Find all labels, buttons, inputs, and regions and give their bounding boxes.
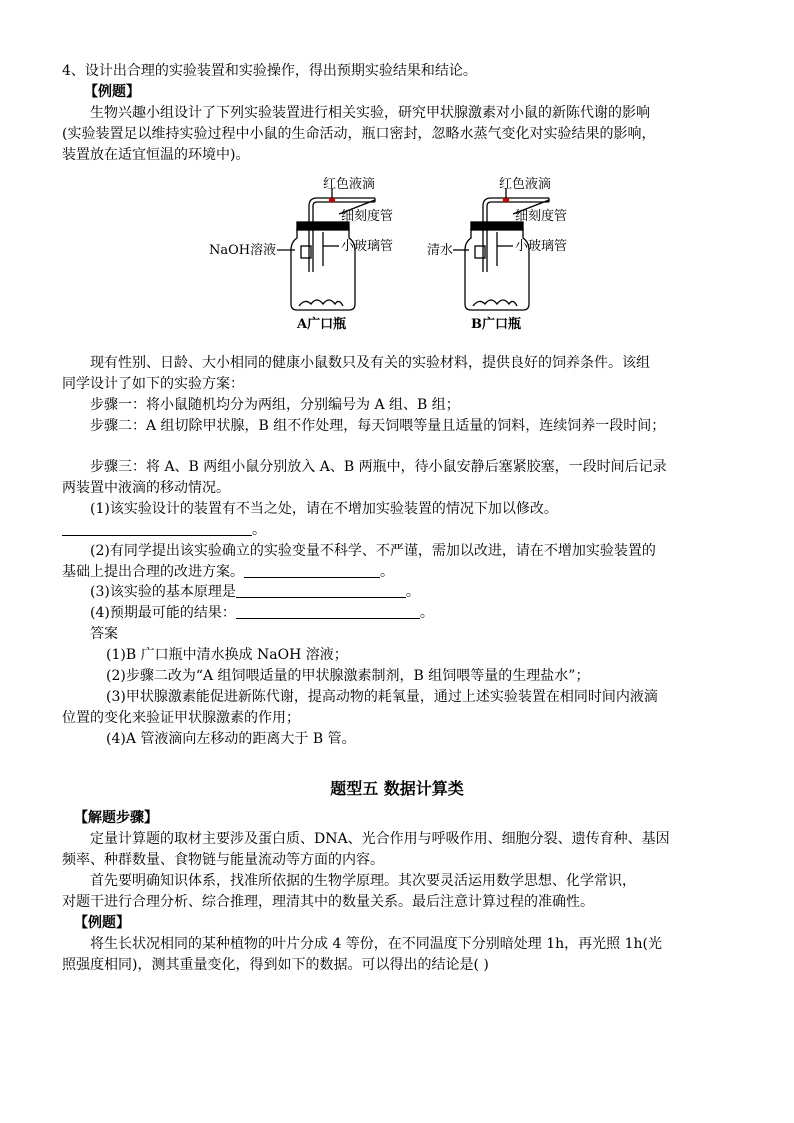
paragraph-line: 频率、种群数量、食物链与能量流动等方面的内容。 — [62, 852, 384, 868]
caption-bottle-a: A广口瓶 — [297, 317, 347, 332]
paragraph-line: 现有性别、日龄、大小相同的健康小鼠数只及有关的实验材料，提供良好的饲养条件。该组 — [90, 355, 650, 371]
label-scale-tube-b: 细刻度管 — [515, 209, 568, 224]
answer-2: (2)步骤二改为“A 组饲喂适量的甲状腺激素制剂，B 组饲喂等量的生理盐水”； — [106, 668, 590, 684]
answer-4: (4)A 管液滴向左移动的距离大于 B 管。 — [106, 731, 356, 747]
paragraph-line: 将生长状况相同的某种植物的叶片分成 4 等份，在不同温度下分别暗处理 1h，再光照 1h(光 — [90, 936, 663, 952]
label-scale-tube-a: 细刻度管 — [341, 209, 394, 224]
question-2-text: 基础上提出合理的改进方案。 — [62, 564, 244, 580]
label-red-drop-b: 红色液滴 — [499, 177, 552, 192]
label-small-glass-tube-b: 小玻璃管 — [515, 239, 568, 254]
paragraph-line: 照强度相同)，测其重量变化，得到如下的数据。可以得出的结论是( ) — [62, 957, 489, 973]
step-3-text: 步骤三：将 A、B 两组小鼠分别放入 A、B 两瓶中，待小鼠安静后塞紧胶塞，一段时间后记录 — [90, 459, 667, 475]
period: 。 — [405, 584, 420, 600]
step-2-text: 步骤二：A 组切除甲状腺，B 组不作处理，每天饲喂等量且适量的饲料，连续饲养一段时间； — [90, 418, 666, 434]
caption-bottle-b: B广口瓶 — [471, 317, 521, 332]
apparatus-figure — [205, 176, 605, 336]
paragraph-line: 首先要明确知识体系，找准所依据的生物学原理。其次要灵活运用数学思想、化学常识， — [90, 873, 636, 889]
question-3-text: (3)该实验的基本原理是 — [90, 584, 236, 600]
paragraph-line: 对题干进行合理分析、综合推理，理清其中的数量关系。最后注意计算过程的准确性。 — [62, 894, 594, 910]
answer-1: (1)B 广口瓶中清水换成 NaOH 溶液； — [106, 647, 348, 663]
answer-3: (3)甲状腺激素能促进新陈代谢，提高动物的耗氧量，通过上述实验装置在相同时间内液滴 — [106, 689, 658, 705]
paragraph-line: 生物兴趣小组设计了下列实验装置进行相关实验，研究甲状腺激素对小鼠的新陈代谢的影响 — [90, 105, 650, 121]
step-4-text: 4、设计出合理的实验装置和实验操作，得出预期实验结果和结论。 — [62, 63, 477, 79]
question-2-cont — [62, 562, 734, 583]
example-label: 【例题】 — [74, 915, 130, 931]
paragraph-line: 同学设计了如下的实验方案： — [62, 376, 244, 392]
label-naoh-solution: NaOH溶液 — [209, 243, 277, 258]
answer-3-cont: 位置的变化来验证甲状腺激素的作用； — [62, 710, 300, 726]
question-4-text: (4)预期最可能的结果： — [90, 605, 236, 621]
label-red-drop-a: 红色液滴 — [323, 177, 376, 192]
question-3 — [90, 582, 762, 603]
question-1: (1)该实验设计的装置有不当之处，请在不增加实验装置的情况下加以修改。 — [90, 501, 558, 517]
paragraph-line: 定量计算题的取材主要涉及蛋白质、DNA、光合作用与呼吸作用、细胞分裂、遗传育种、基因 — [90, 831, 670, 847]
period: 。 — [419, 605, 434, 621]
example-label: 【例题】 — [84, 84, 140, 100]
label-clear-water: 清水 — [427, 243, 454, 258]
question-2: (2)有同学提出该实验确立的实验变量不科学、不严谨，需加以改进，请在不增加实验装置的 — [90, 543, 656, 559]
step-1-text: 步骤一：将小鼠随机均分为两组，分别编号为 A 组、B 组； — [90, 397, 460, 413]
solution-steps-label: 【解题步骤】 — [74, 810, 158, 826]
paragraph-line: 两装置中液滴的移动情况。 — [62, 480, 230, 496]
paragraph-line: (实验装置足以维持实验过程中小鼠的生命活动，瓶口密封，忽略水蒸气变化对实验结果的影响， — [62, 126, 656, 142]
section-title: 题型五 数据计算类 — [330, 779, 464, 798]
question-1-answer-blank — [62, 520, 734, 541]
period: 。 — [380, 564, 394, 580]
answer-label: 答案 — [90, 626, 118, 642]
period: 。 — [252, 522, 266, 538]
question-4 — [90, 603, 762, 624]
paragraph-line: 装置放在适宜恒温的环境中)。 — [62, 147, 250, 163]
apparatus-diagram — [205, 176, 605, 336]
label-small-glass-tube-a: 小玻璃管 — [341, 239, 394, 254]
